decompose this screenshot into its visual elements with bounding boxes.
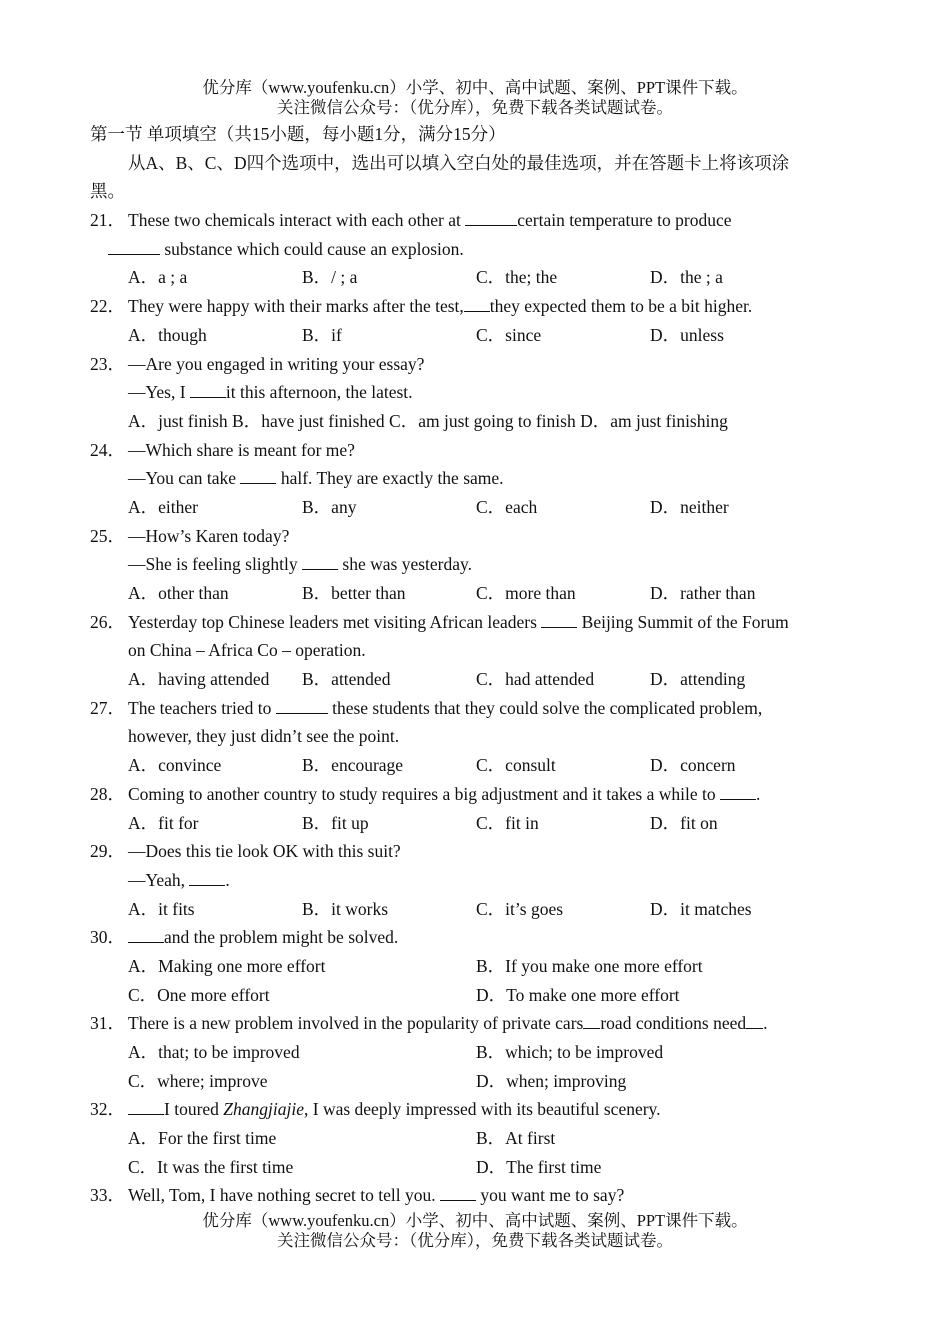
question-stem: Well, Tom, I have nothing secret to tell you. you want me to say? <box>128 1181 624 1210</box>
question-30 <box>0 923 950 952</box>
section-title: 第一节 单项填空（共15小题，每小题1分，满分15分） <box>90 124 506 144</box>
question-number: 31． <box>90 1013 125 1034</box>
question-23 <box>0 350 950 379</box>
question-stem: Coming to another country to study requires a big adjustment and it takes a while to . <box>128 780 760 809</box>
option-c: C．since <box>476 324 542 345</box>
answer-blank <box>583 1009 600 1029</box>
page-header <box>0 78 950 118</box>
question-stem-cont: substance which could cause an explosion. <box>108 235 464 264</box>
question-stem: Yesterday top Chinese leaders met visiting African leaders Beijing Summit of the Forum <box>128 608 789 637</box>
question-stem: They were happy with their marks after the test, they expected them to be a bit higher. <box>128 292 752 321</box>
instruction-line-2: 黑。 <box>90 181 125 202</box>
question-22 <box>0 292 950 321</box>
question-number: 33． <box>90 1185 125 1206</box>
option-d: D．To make one more effort <box>476 984 680 1005</box>
option-c: C．fit in <box>476 812 539 833</box>
dialogue-reply: —Yes, I it this afternoon, the latest. <box>128 378 413 407</box>
question-21-options <box>0 263 950 292</box>
header-line-1: 优分库（www.youfenku.cn）小学、初中、高中试题、案例、PPT课件下载。 <box>202 78 748 97</box>
question-number: 26． <box>90 611 125 632</box>
question-25 <box>0 522 950 551</box>
dialogue-reply: —You can take half. They are exactly the same. <box>128 464 504 493</box>
option-d: D．when; improving <box>476 1070 627 1091</box>
option-d: D．concern <box>650 755 736 776</box>
question-29-reply <box>0 866 950 895</box>
option-b: B．attended <box>302 669 391 690</box>
option-c: C．each <box>476 496 538 517</box>
option-a: A．convince <box>128 755 222 776</box>
question-32-options-cd <box>0 1153 950 1182</box>
question-30-options-ab <box>0 952 950 981</box>
option-a: A．other than <box>128 583 229 603</box>
option-a: A．either <box>128 496 198 517</box>
option-d: D．The first time <box>476 1156 602 1177</box>
answer-blank <box>464 292 490 312</box>
header-line-2: 关注微信公众号：（优分库），免费下载各类试题试卷。 <box>277 98 673 117</box>
question-number: 27． <box>90 697 125 718</box>
question-stem: These two chemicals interact with each other at certain temperature to produce <box>128 206 731 235</box>
question-24 <box>0 436 950 465</box>
question-29-options <box>0 895 950 924</box>
question-stem: I toured Zhangjiajie, I was deeply impressed with its beautiful scenery. <box>128 1095 661 1124</box>
question-24-options <box>0 493 950 522</box>
option-a: A．that; to be improved <box>128 1042 300 1062</box>
option-c: C．had attended <box>476 669 595 690</box>
answer-blank <box>108 235 160 255</box>
question-number: 25． <box>90 525 125 546</box>
dialogue-reply: —She is feeling slightly she was yesterday. <box>128 550 472 579</box>
question-number: 21． <box>90 210 125 231</box>
answer-blank <box>720 780 756 800</box>
option-d: D．attending <box>650 669 746 690</box>
question-stem: —Are you engaged in writing your essay? <box>128 353 425 374</box>
question-stem: and the problem might be solved. <box>128 923 398 952</box>
option-b: B．better than <box>302 583 406 603</box>
option-c: C．One more effort <box>128 984 270 1005</box>
answer-blank <box>440 1181 476 1201</box>
option-b: B．which; to be improved <box>476 1042 664 1062</box>
question-stem-cont: on China – Africa Co – operation. <box>128 640 366 661</box>
question-21 <box>0 206 950 235</box>
dialogue-reply: —Yeah, . <box>128 866 230 895</box>
question-31-options-cd <box>0 1067 950 1096</box>
option-c: C．the; the <box>476 267 558 288</box>
question-32 <box>0 1095 950 1124</box>
option-b: B．if <box>302 324 342 345</box>
footer-line-2: 关注微信公众号：（优分库），免费下载各类试题试卷。 <box>277 1231 673 1250</box>
option-a: A．For the first time <box>128 1128 277 1149</box>
question-25-reply <box>0 550 950 579</box>
option-b: B．/ ; a <box>302 267 358 288</box>
option-a: A．it fits <box>128 898 195 919</box>
question-number: 23． <box>90 353 125 374</box>
option-a: A．Making one more effort <box>128 955 326 976</box>
question-stem: There is a new problem involved in the popularity of private cars road conditions need . <box>128 1009 768 1038</box>
question-stem: —Does this tie look OK with this suit? <box>128 841 401 862</box>
option-d: D．unless <box>650 324 724 345</box>
option-b: B．it works <box>302 898 389 919</box>
question-28 <box>0 780 950 809</box>
question-26-options <box>0 665 950 694</box>
question-27 <box>0 694 950 723</box>
question-stem: —How’s Karen today? <box>128 525 290 546</box>
answer-blank <box>465 206 517 226</box>
question-23-reply <box>0 378 950 407</box>
question-number: 22． <box>90 296 125 317</box>
question-number: 29． <box>90 841 125 862</box>
question-section <box>0 120 950 1210</box>
answer-blank <box>128 923 164 943</box>
option-c: C．It was the first time <box>128 1156 294 1177</box>
option-a: A．though <box>128 324 207 345</box>
question-27-options <box>0 751 950 780</box>
question-25-options <box>0 579 950 608</box>
option-b: B．any <box>302 496 357 517</box>
question-29 <box>0 837 950 866</box>
option-a: A．having attended <box>128 669 270 690</box>
option-d: D．the ; a <box>650 267 723 288</box>
question-31 <box>0 1009 950 1038</box>
option-b: B．fit up <box>302 812 369 833</box>
question-28-options <box>0 809 950 838</box>
footer-line-1: 优分库（www.youfenku.cn）小学、初中、高中试题、案例、PPT课件下载。 <box>202 1211 748 1230</box>
question-24-reply <box>0 464 950 493</box>
option-d: D．rather than <box>650 583 756 603</box>
question-32-options-ab <box>0 1124 950 1153</box>
option-c: C．more than <box>476 583 576 603</box>
option-d: D．fit on <box>650 812 718 833</box>
question-number: 24． <box>90 439 125 460</box>
option-c: C．where; improve <box>128 1070 268 1091</box>
question-stem: The teachers tried to these students that they could solve the complicated problem, <box>128 694 762 723</box>
option-c: C．it’s goes <box>476 898 564 919</box>
answer-blank <box>302 550 338 570</box>
option-b: B．encourage <box>302 755 404 776</box>
question-26 <box>0 608 950 637</box>
question-33 <box>0 1181 950 1210</box>
instruction-line-1: 从A、B、C、D四个选项中，选出可以填入空白处的最佳选项，并在答题卡上将该项涂 <box>128 152 790 173</box>
option-a: A．a ; a <box>128 267 188 288</box>
question-number: 30． <box>90 927 125 948</box>
question-27-cont <box>0 722 950 751</box>
answer-blank <box>128 1095 164 1115</box>
answer-blank <box>541 608 577 628</box>
option-a: A．fit for <box>128 812 199 833</box>
question-number: 32． <box>90 1099 125 1120</box>
question-number: 28． <box>90 783 125 804</box>
option-b: B．If you make one more effort <box>476 955 703 976</box>
question-21-cont <box>0 235 950 264</box>
answer-blank <box>746 1009 763 1029</box>
option-b: B．At first <box>476 1128 556 1149</box>
question-23-options <box>0 407 950 436</box>
options-line: A．just finish B．have just finished C．am just going to finish D．am just finishing <box>128 410 728 431</box>
question-22-options <box>0 321 950 350</box>
option-d: D．it matches <box>650 898 752 919</box>
answer-blank <box>190 378 226 398</box>
answer-blank <box>189 866 225 886</box>
option-d: D．neither <box>650 496 729 517</box>
answer-blank <box>276 694 328 714</box>
page-footer <box>0 1211 950 1251</box>
answer-blank <box>240 464 276 484</box>
option-c: C．consult <box>476 755 556 776</box>
question-31-options-ab <box>0 1038 950 1067</box>
place-name: Zhangjiajie <box>223 1099 304 1120</box>
question-30-options-cd <box>0 981 950 1010</box>
question-stem-cont: however, they just didn’t see the point. <box>128 726 400 747</box>
question-26-cont <box>0 636 950 665</box>
question-stem: —Which share is meant for me? <box>128 439 355 460</box>
